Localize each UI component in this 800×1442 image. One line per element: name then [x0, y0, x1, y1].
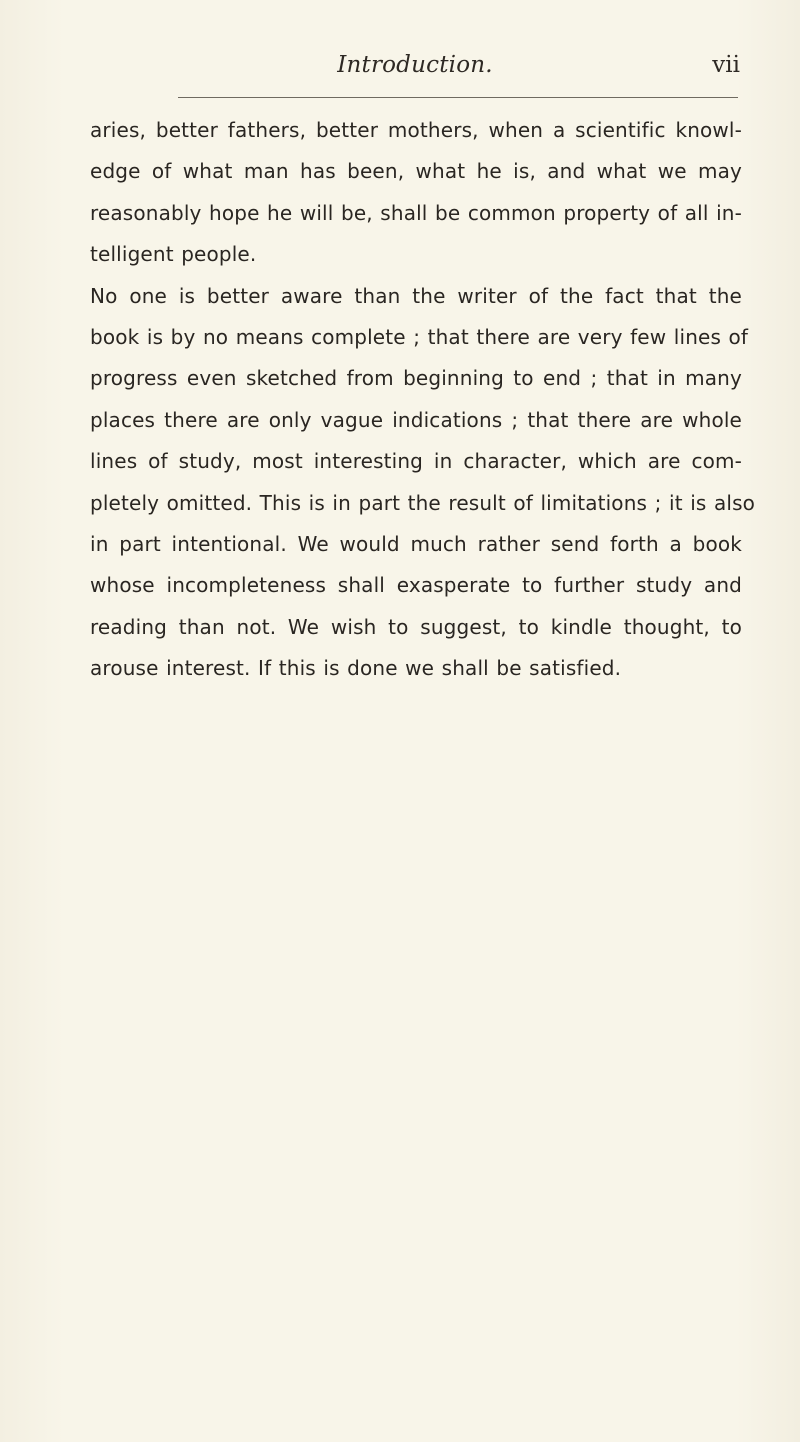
- text-line: lines of study, most interesting in character, which are com-: [90, 449, 742, 474]
- text-line: reading than not. We wish to suggest, to kindle thought, to: [90, 614, 742, 639]
- body-text: [90, 110, 756, 689]
- text-line: arouse interest. If this is done we shall be satisfied.: [90, 656, 622, 681]
- text-line: book is by no means complete ; that there are very few lines of: [90, 324, 749, 349]
- text-line: aries, better fathers, better mothers, when a scientific knowl-: [90, 118, 742, 142]
- running-title: Introduction.: [337, 52, 493, 78]
- text-line: pletely omitted. This is in part the result of limitations ; it is also: [90, 490, 756, 515]
- running-head: [90, 52, 740, 96]
- text-line: reasonably hope he will be, shall be common property of all in-: [90, 200, 742, 225]
- header-rule: [178, 97, 738, 98]
- page-number: vii: [712, 52, 740, 78]
- text-line: places there are only vague indications ; that there are whole: [90, 407, 742, 432]
- text-line: telligent people.: [90, 242, 257, 267]
- text-line: No one is better aware than the writer of the fact that the: [90, 283, 742, 308]
- text-line: whose incompleteness shall exasperate to further study and: [90, 573, 742, 598]
- text-line: edge of what man has been, what he is, and what we may: [90, 159, 742, 184]
- text-line: progress even sketched from beginning to end ; that in many: [90, 366, 742, 391]
- text-line: in part intentional. We would much rather send forth a book: [90, 531, 742, 556]
